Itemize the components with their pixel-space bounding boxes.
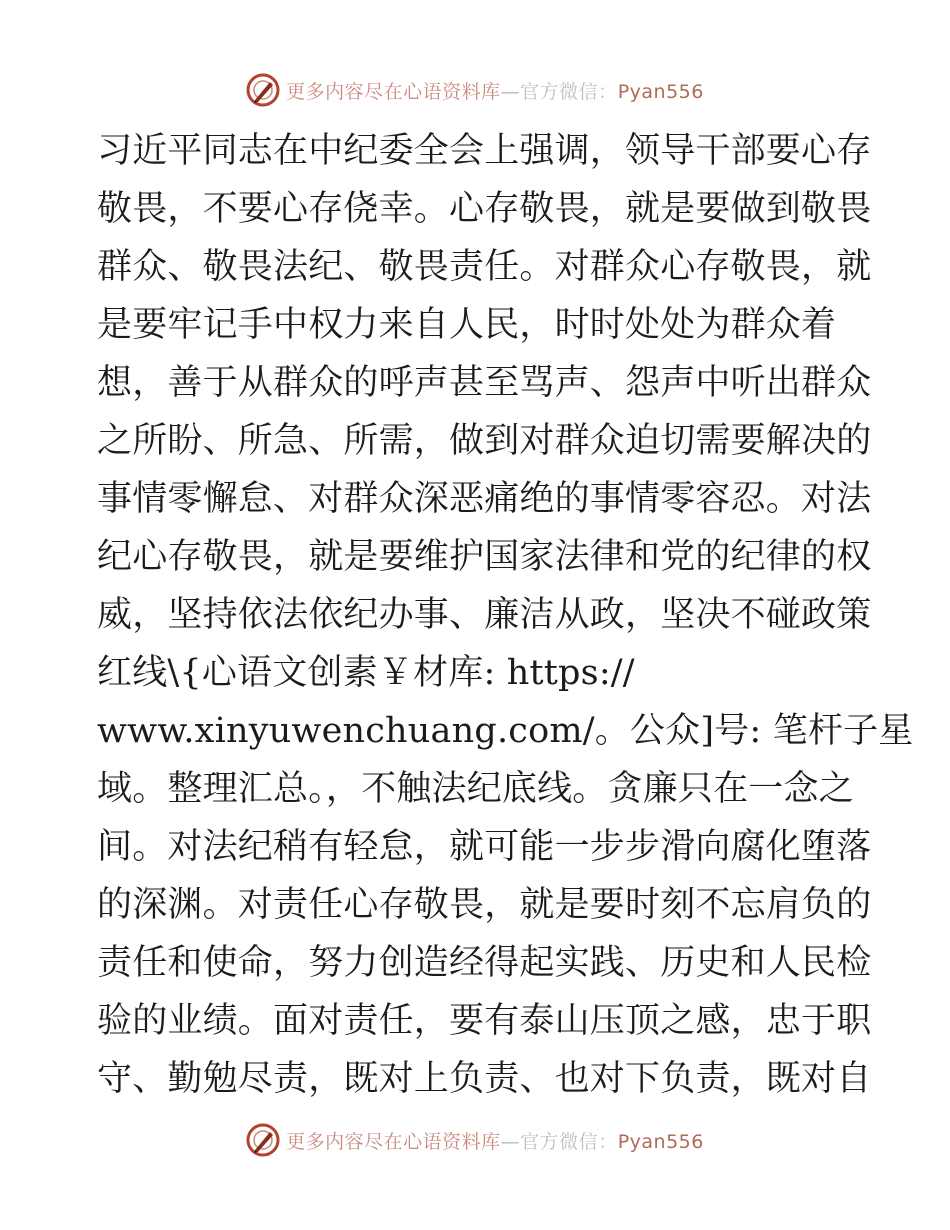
banner-wechat-label: 官方微信： [520,80,618,103]
header-banner [0,70,950,110]
footer-banner [0,1120,950,1160]
text-line: 想，善于从群众的呼声甚至骂声、怨声中听出群众 [97,363,872,403]
banner-main-text: 更多内容尽在心语资料库 [286,80,501,103]
banner-text [286,1127,704,1154]
text-line: 威，坚持依法依纪办事、廉洁从政，坚决不碰政策 [97,595,872,635]
banner-text [286,77,704,104]
pen-logo-icon [246,1123,280,1157]
text-line: 习近平同志在中纪委全会上强调，领导干部要心存 [97,131,872,171]
text-line: 域。整理汇总。，不触法纪底线。贪廉只在一念之 [97,769,854,809]
text-line: 红线\{心语文创素￥材库: https:// [97,653,635,693]
text-line: 群众、敬畏法纪、敬畏责任。对群众心存敬畏，就 [97,247,872,287]
text-line: 是要牢记手中权力来自人民，时时处处为群众着 [97,305,837,345]
banner-wechat-id: Pyan556 [617,1130,704,1153]
text-line: 事情零懈怠、对群众深恶痛绝的事情零容忍。对法 [97,479,872,519]
banner-wechat-id: Pyan556 [617,80,704,103]
text-line: 之所盼、所急、所需，做到对群众迫切需要解决的 [97,421,872,461]
text-line: www.xinyuwenchuang.com/。公众]号: 笔杆子星 [97,711,914,751]
banner-separator: — [500,1130,521,1153]
banner-wechat-label: 官方微信： [520,1130,618,1153]
text-line: 验的业绩。面对责任，要有泰山压顶之感，忠于职 [97,1001,872,1041]
text-line: 间。对法纪稍有轻怠，就可能一步步滑向腐化堕落 [97,827,872,867]
pen-logo-icon [246,73,280,107]
banner-separator: — [500,80,521,103]
text-line: 敬畏，不要心存侥幸。心存敬畏，就是要做到敬畏 [97,189,872,229]
document-body [97,122,914,1108]
text-line: 守、勤勉尽责，既对上负责、也对下负责，既对自 [97,1059,872,1099]
banner-main-text: 更多内容尽在心语资料库 [286,1130,501,1153]
text-line: 责任和使命，努力创造经得起实践、历史和人民检 [97,943,872,983]
text-line: 的深渊。对责任心存敬畏，就是要时刻不忘肩负的 [97,885,872,925]
text-line: 纪心存敬畏，就是要维护国家法律和党的纪律的权 [97,537,872,577]
